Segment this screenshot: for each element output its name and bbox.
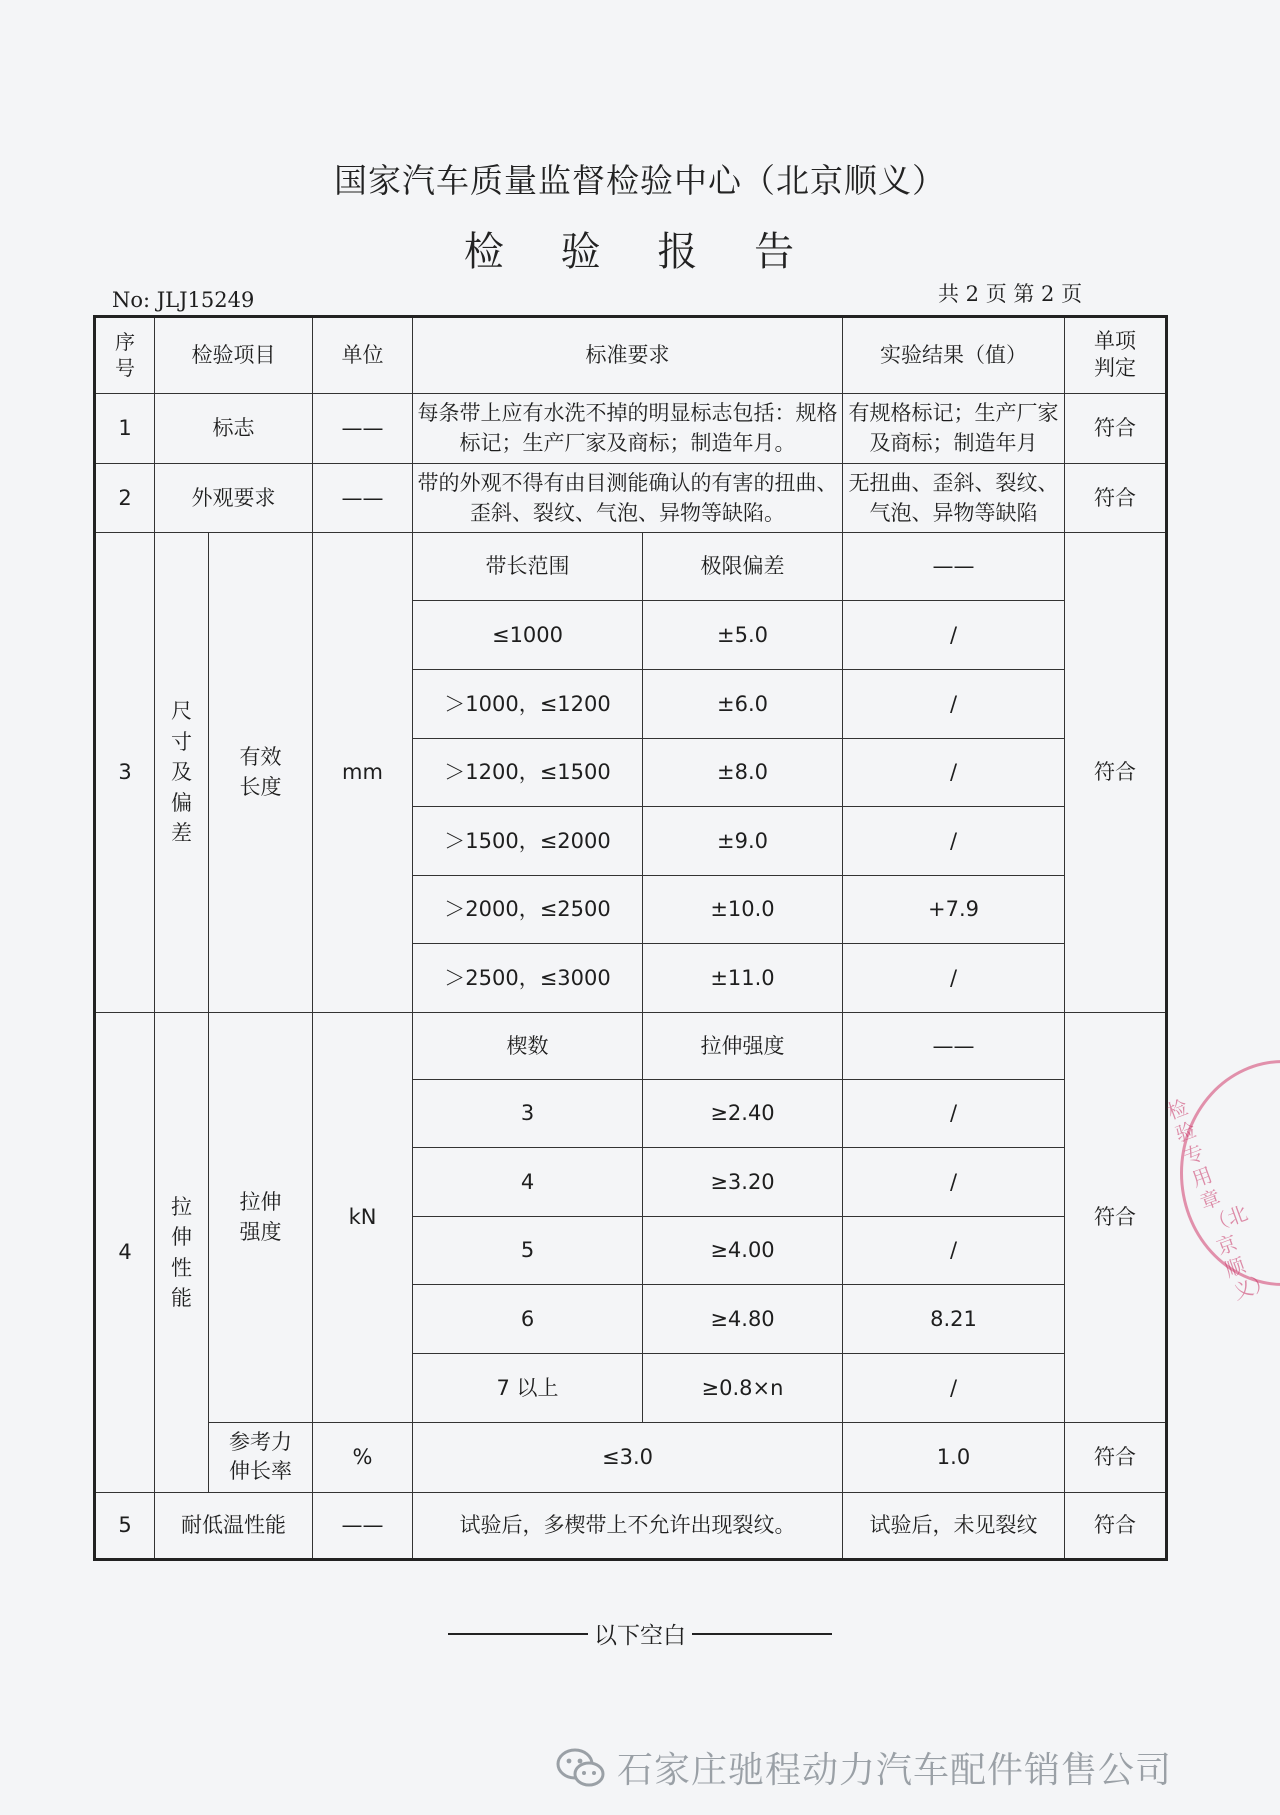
- row4-elongation-judgement: 符合: [1065, 1422, 1167, 1493]
- row3-unit: mm: [313, 532, 413, 1012]
- report-number: No: JLJ15249: [112, 288, 255, 312]
- row3-range: ＞1200，≤1500: [413, 738, 643, 807]
- row3-item: 有效长度: [209, 532, 313, 1012]
- row4-result: /: [843, 1148, 1065, 1217]
- header-seq: 序号: [95, 317, 155, 394]
- table-row: [95, 393, 1167, 464]
- blank-below-text: 以下空白: [594, 1623, 686, 1649]
- row3-range: ＞2500，≤3000: [413, 944, 643, 1013]
- row3-col-result: ——: [843, 532, 1065, 601]
- row3-result: /: [843, 601, 1065, 670]
- row1-item: 标志: [155, 393, 313, 464]
- row5-result: 试验后，未见裂纹: [843, 1493, 1065, 1560]
- row3-seq: 3: [95, 532, 155, 1012]
- row1-judgement: 符合: [1065, 393, 1167, 464]
- row1-unit: ——: [313, 393, 413, 464]
- row5-standard: 试验后，多楔带上不允许出现裂纹。: [413, 1493, 843, 1560]
- row5-judgement: 符合: [1065, 1493, 1167, 1560]
- row4-strength: ≥0.8×n: [643, 1354, 843, 1423]
- blank-below-note: [430, 1617, 850, 1650]
- row4-col-result: ——: [843, 1013, 1065, 1080]
- header-unit: 单位: [313, 317, 413, 394]
- row3-col-a: 带长范围: [413, 532, 643, 601]
- row4-item: 拉伸强度: [209, 1013, 313, 1423]
- row3-range: ＞1000，≤1200: [413, 670, 643, 739]
- divider-left: [448, 1633, 588, 1635]
- row3-range: ＞1500，≤2000: [413, 807, 643, 876]
- row3-result: +7.9: [843, 875, 1065, 944]
- row3-result: /: [843, 807, 1065, 876]
- row4-col-a: 楔数: [413, 1013, 643, 1080]
- row4-elongation-result: 1.0: [843, 1422, 1065, 1493]
- table-row: [95, 1493, 1167, 1560]
- report-title: 检 验 报 告: [463, 229, 817, 275]
- row2-judgement: 符合: [1065, 464, 1167, 533]
- row3-result: /: [843, 670, 1065, 739]
- row3-tolerance: ±8.0: [643, 738, 843, 807]
- watermark: [555, 1742, 1172, 1793]
- row4-col-b: 拉伸强度: [643, 1013, 843, 1080]
- row5-item: 耐低温性能: [155, 1493, 313, 1560]
- header-result: 实验结果（值）: [843, 317, 1065, 394]
- watermark-text: 石家庄驰程动力汽车配件销售公司: [617, 1750, 1173, 1791]
- row4-strength: ≥4.80: [643, 1285, 843, 1354]
- row4-strength: ≥3.20: [643, 1148, 843, 1217]
- table-row: [95, 1422, 1167, 1493]
- row3-judgement: 符合: [1065, 532, 1167, 1012]
- seal-text: 检验专用章（北京顺义）: [1163, 1094, 1276, 1305]
- row3-range: ≤1000: [413, 601, 643, 670]
- row1-result: 有规格标记；生产厂家及商标；制造年月: [843, 393, 1065, 464]
- row4-ribs: 6: [413, 1285, 643, 1354]
- row1-standard: 每条带上应有水洗不掉的明显标志包括：规格标记；生产厂家及商标；制造年月。: [413, 393, 843, 464]
- row2-item: 外观要求: [155, 464, 313, 533]
- row3-range: ＞2000，≤2500: [413, 875, 643, 944]
- row4-result: /: [843, 1354, 1065, 1423]
- row4-category: 拉伸性能: [155, 1013, 209, 1493]
- table-row: [95, 464, 1167, 533]
- row4-strength: ≥2.40: [643, 1079, 843, 1148]
- row5-seq: 5: [95, 1493, 155, 1560]
- row4-judgement: 符合: [1065, 1013, 1167, 1423]
- row4-result: /: [843, 1216, 1065, 1285]
- row1-seq: 1: [95, 393, 155, 464]
- row2-result: 无扭曲、歪斜、裂纹、气泡、异物等缺陷: [843, 464, 1065, 533]
- row3-tolerance: ±5.0: [643, 601, 843, 670]
- table-row: [95, 532, 1167, 601]
- row3-result: /: [843, 738, 1065, 807]
- table-header-row: [95, 317, 1167, 394]
- row4-ribs: 3: [413, 1079, 643, 1148]
- inspection-table: [93, 315, 1168, 1561]
- header-judgement: 单项判定: [1065, 317, 1167, 394]
- row3-col-b: 极限偏差: [643, 532, 843, 601]
- row3-tolerance: ±11.0: [643, 944, 843, 1013]
- row4-elongation-standard: ≤3.0: [413, 1422, 843, 1493]
- divider-right: [692, 1633, 832, 1635]
- row2-unit: ——: [313, 464, 413, 533]
- row3-result: /: [843, 944, 1065, 1013]
- row4-result: 8.21: [843, 1285, 1065, 1354]
- row4-seq: 4: [95, 1013, 155, 1493]
- row4-elongation-unit: %: [313, 1422, 413, 1493]
- row2-seq: 2: [95, 464, 155, 533]
- row4-unit: kN: [313, 1013, 413, 1423]
- wechat-icon: [555, 1746, 607, 1790]
- row4-ribs: 5: [413, 1216, 643, 1285]
- row3-tolerance: ±10.0: [643, 875, 843, 944]
- row5-unit: ——: [313, 1493, 413, 1560]
- page-info: 共 2 页 第 2 页: [938, 282, 1083, 306]
- row4-result: /: [843, 1079, 1065, 1148]
- row3-tolerance: ±9.0: [643, 807, 843, 876]
- row4-ribs: 4: [413, 1148, 643, 1217]
- table-row: [95, 1013, 1167, 1080]
- header-standard: 标准要求: [413, 317, 843, 394]
- row4-elongation-item: 参考力伸长率: [209, 1422, 313, 1493]
- row2-standard: 带的外观不得有由目测能确认的有害的扭曲、歪斜、裂纹、气泡、异物等缺陷。: [413, 464, 843, 533]
- header-item: 检验项目: [155, 317, 313, 394]
- row4-strength: ≥4.00: [643, 1216, 843, 1285]
- organization-name: 国家汽车质量监督检验中心（北京顺义）: [334, 161, 946, 200]
- row3-tolerance: ±6.0: [643, 670, 843, 739]
- row3-category: 尺寸及偏差: [155, 532, 209, 1012]
- row4-ribs: 7 以上: [413, 1354, 643, 1423]
